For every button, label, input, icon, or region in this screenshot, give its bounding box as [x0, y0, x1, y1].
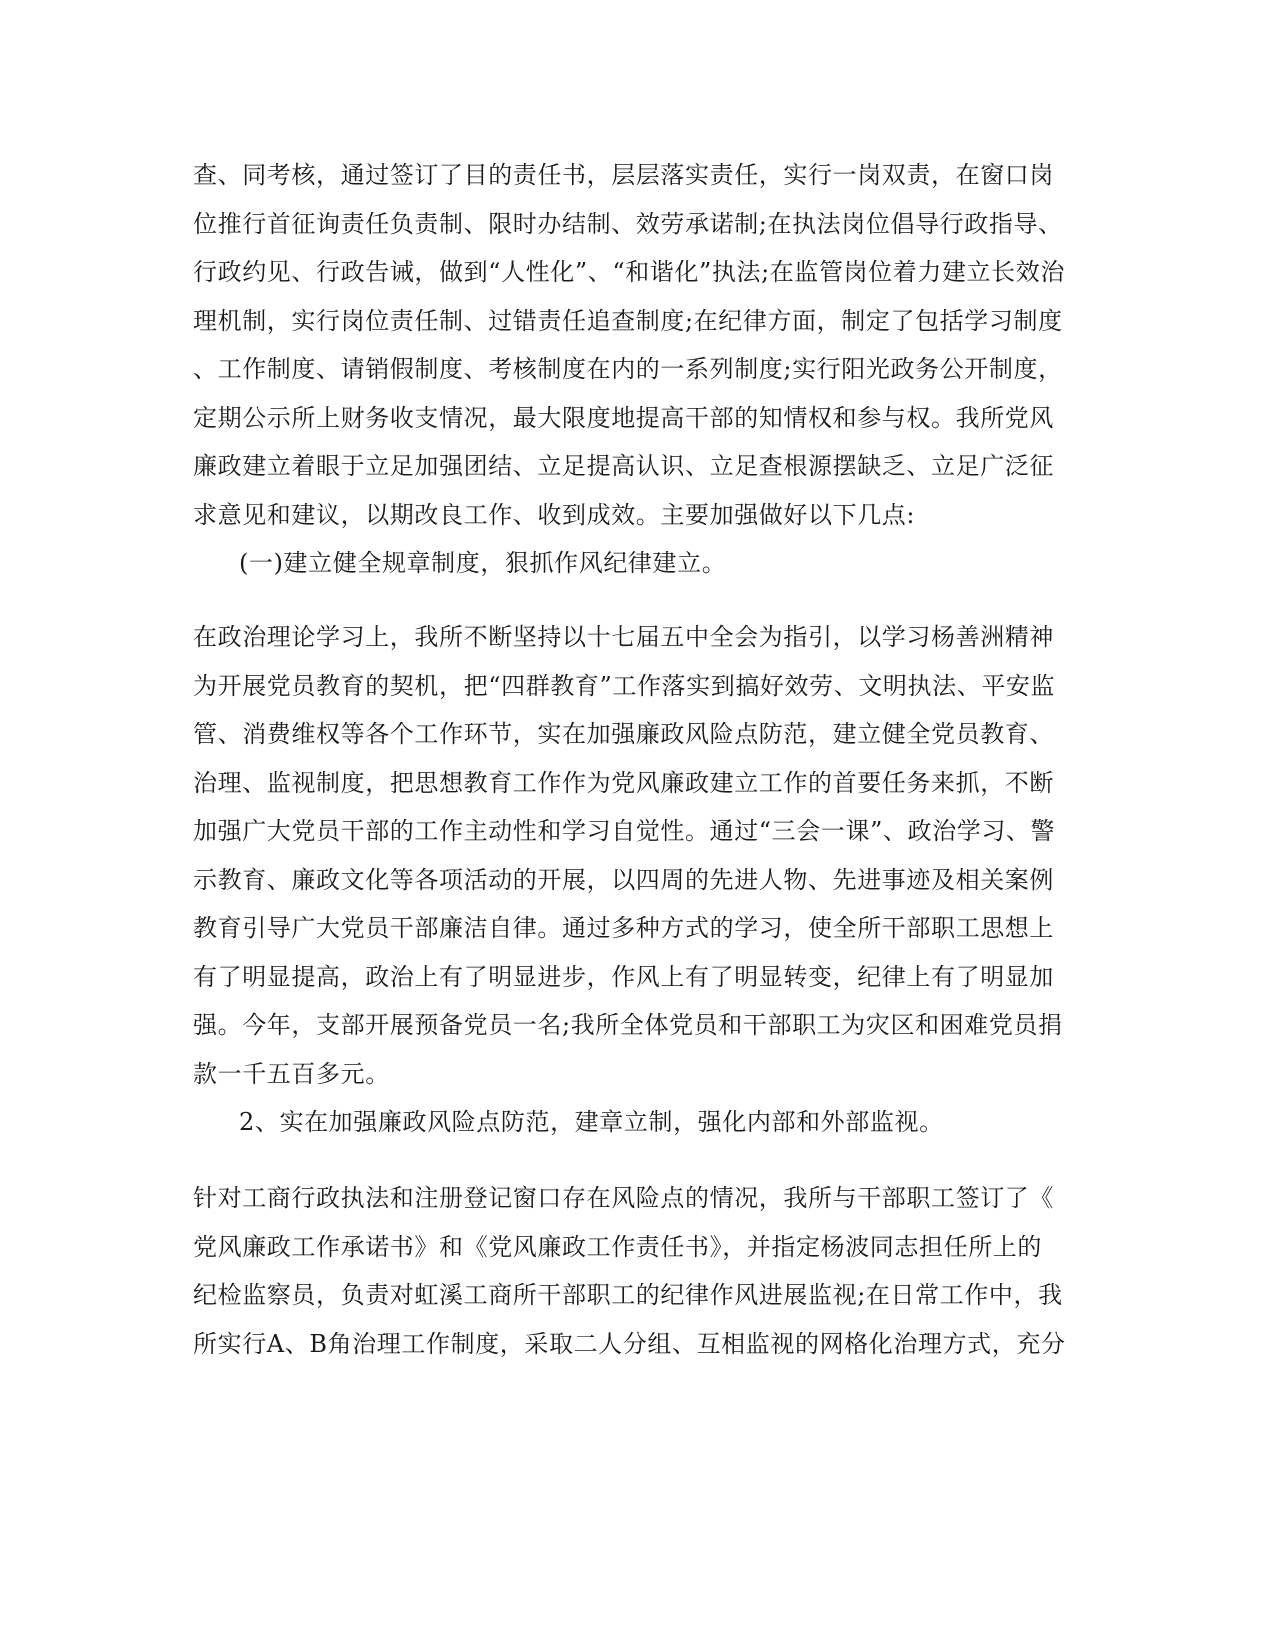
text-line: 廉政建立着眼于立足加强团结、立足提高认识、立足查根源摆缺乏、立足广泛征	[193, 452, 1054, 480]
text-line: 强。今年，支部开展预备党员一名;我所全体党员和干部职工为灾区和困难党员捐	[193, 1011, 1063, 1039]
text-line: 位推行首征询责任负责制、限时办结制、效劳承诺制;在执法岗位倡导行政指导、	[193, 209, 1063, 238]
section-heading-rules: (一)建立健全规章制度，狠抓作风纪律建立。	[239, 549, 727, 577]
text-line: 有了明显提高，政治上有了明显进步，作风上有了明显转变，纪律上有了明显加	[193, 962, 1054, 991]
text-line: 治理、监视制度，把思想教育工作作为党风廉政建立工作的首要任务来抓，不断	[193, 768, 1054, 797]
text-line: 定期公示所上财务收支情况，最大限度地提高干部的知情权和参与权。我所党风	[193, 403, 1054, 432]
section-heading-risk-prevention: 2、实在加强廉政风险点防范，建章立制，强化内部和外部监视。	[239, 1108, 944, 1136]
text-line: 党风廉政工作承诺书》和《党风廉政工作责任书》，并指定杨波同志担任所上的	[193, 1232, 1042, 1261]
text-line: 为开展党员教育的契机，把“四群教育”工作落实到搞好效劳、文明执法、平安监	[193, 671, 1056, 700]
text-line: 在政治理论学习上，我所不断坚持以十七届五中全会为指引，以学习杨善洲精神	[193, 623, 1054, 651]
text-line: 教育引导广大党员干部廉洁自律。通过多种方式的学习，使全所干部职工思想上	[193, 914, 1054, 942]
text-line: 款一千五百多元。	[193, 1059, 390, 1088]
text-line: 针对工商行政执法和注册登记窗口存在风险点的情况，我所与干部职工签订了《	[193, 1184, 1054, 1212]
text-line: 行政约见、行政告诫，做到“人性化”、“和谐化”执法;在监管岗位着力建立长效治	[193, 258, 1065, 286]
text-line: 求意见和建议，以期改良工作、收到成效。主要加强做好以下几点:	[193, 500, 916, 529]
text-line: 所实行A、B角治理工作制度，采取二人分组、互相监视的网格化治理方式，充分	[193, 1329, 1066, 1358]
paragraph-political-study	[193, 613, 1083, 1147]
text-line: 管、消费维权等各个工作环节，实在加强廉政风险点防范，建立健全党员教育、	[193, 720, 1054, 748]
paragraph-risk-points	[193, 1174, 1083, 1368]
text-line: 理机制，实行岗位责任制、过错责任追查制度;在纪律方面，制定了包括学习制度	[193, 306, 1063, 335]
text-line: 、工作制度、请销假制度、考核制度在内的一系列制度;实行阳光政务公开制度，	[193, 355, 1063, 383]
text-line: 加强广大党员干部的工作主动性和学习自觉性。通过“三会一课”、政治学习、警	[193, 817, 1056, 845]
text-line: 纪检监察员，负责对虹溪工商所干部职工的纪律作风进展监视;在日常工作中，我	[193, 1281, 1063, 1309]
text-line: 查、同考核，通过签订了目的责任书，层层落实责任，实行一岗双责，在窗口岗	[193, 161, 1054, 189]
text-line: 示教育、廉政文化等各项活动的开展，以四周的先进人物、先进事迹及相关案例	[193, 865, 1054, 894]
paragraph-responsibility-system	[193, 151, 1083, 588]
